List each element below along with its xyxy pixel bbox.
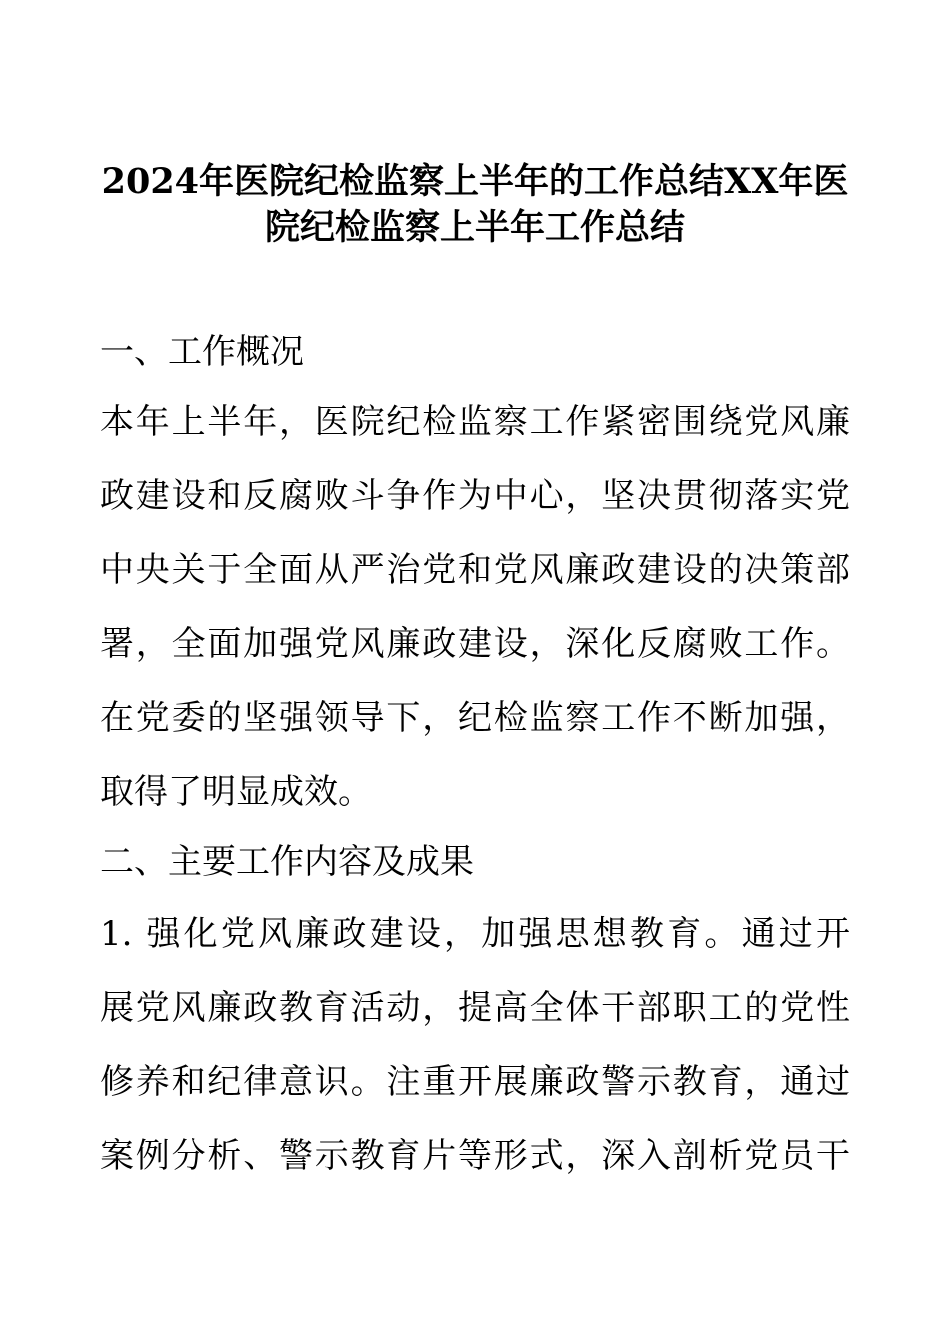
paragraph-line: 案例分析、警示教育片等形式，深入剖析党员干 [100, 1136, 850, 1176]
document-title-line-2: 院纪检监察上半年工作总结 [264, 207, 685, 248]
paragraph-line: 1. 强化党风廉政建设，加强思想教育。通过开 [100, 914, 850, 954]
paragraph-line: 展党风廉政教育活动，提高全体干部职工的党性 [100, 988, 850, 1028]
paragraph-line: 取得了明显成效。 [100, 772, 372, 812]
paragraph-line: 在党委的坚强领导下，纪检监察工作不断加强， [100, 698, 850, 738]
section-heading-main-work: 二、主要工作内容及成果 [100, 842, 474, 882]
paragraph-line: 本年上半年，医院纪检监察工作紧密围绕党风廉 [100, 402, 850, 442]
section-heading-overview: 一、工作概况 [100, 332, 304, 372]
paragraph-line: 政建设和反腐败斗争作为中心，坚决贯彻落实党 [100, 476, 850, 516]
paragraph-line: 中央关于全面从严治党和党风廉政建设的决策部 [100, 550, 850, 590]
paragraph-line: 修养和纪律意识。注重开展廉政警示教育，通过 [100, 1062, 850, 1102]
document-title-line-1: 2024年医院纪检监察上半年的工作总结XX年医 [101, 161, 849, 202]
paragraph-line: 署，全面加强党风廉政建设，深化反腐败工作。 [100, 624, 850, 664]
